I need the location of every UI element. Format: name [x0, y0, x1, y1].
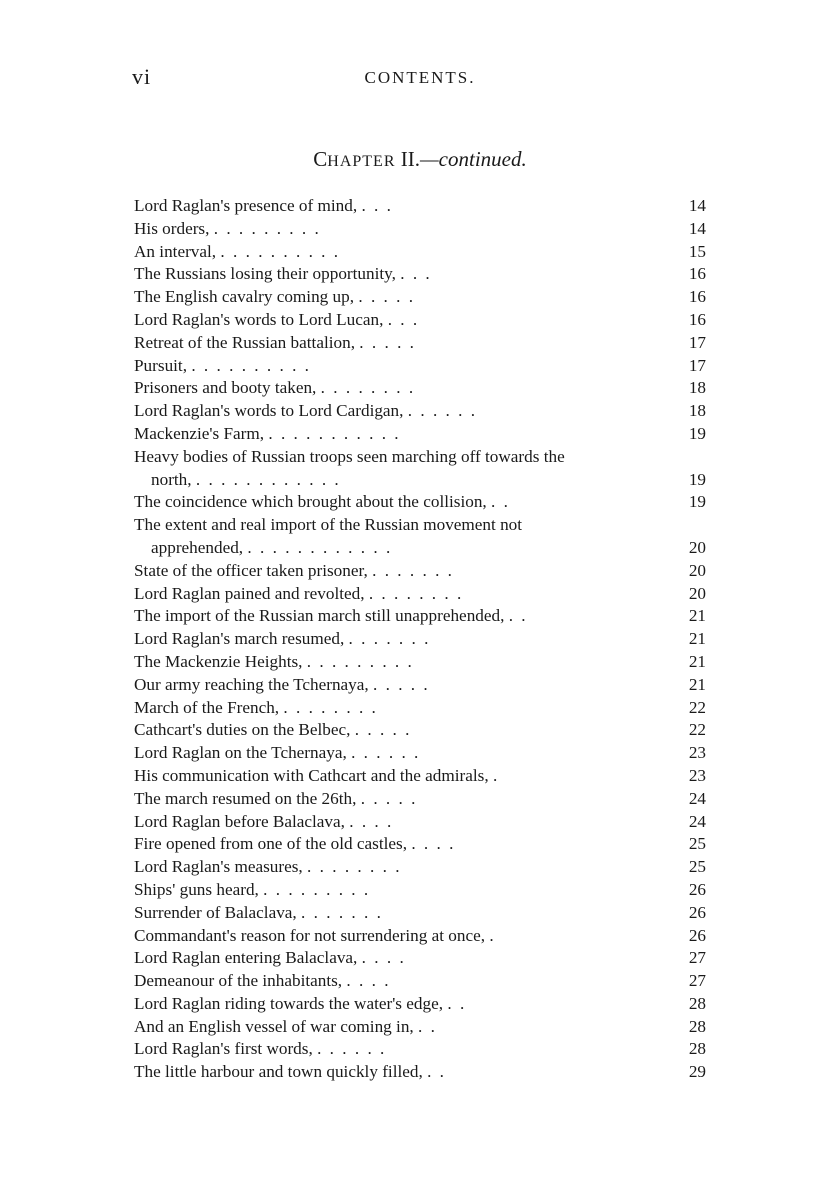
running-title: CONTENTS. — [364, 68, 476, 87]
entry-leader-dots: . . . . . . — [351, 743, 421, 763]
entry-page-number: 28 — [688, 1039, 706, 1059]
entry-leader-dots: . . . . . . . . . . . . — [247, 537, 393, 557]
entry-title — [134, 423, 401, 446]
contents-entry — [134, 879, 706, 902]
contents-entry — [134, 286, 706, 309]
entry-leader-dots: . . . — [400, 264, 432, 284]
entry-title-text: The coincidence which brought about the collision, — [134, 492, 487, 512]
entry-title — [134, 514, 522, 537]
entry-title — [134, 719, 411, 742]
entry-title-text: Pursuit, — [134, 355, 188, 375]
entry-title — [134, 400, 477, 423]
entry-page-number: 22 — [688, 697, 706, 717]
entry-leader-dots: . . . . . . . — [348, 629, 431, 649]
entry-page-number: 21 — [688, 651, 706, 671]
entry-title — [134, 583, 463, 606]
contents-entry — [134, 423, 706, 446]
entry-leader-dots: . . . . — [346, 971, 391, 991]
contents-entry — [134, 400, 706, 423]
entry-title-text: And an English vessel of war coming in, — [134, 1016, 414, 1036]
entry-leader-dots: . . . . . . . . . — [306, 651, 414, 671]
contents-entry — [134, 993, 706, 1016]
entry-title — [134, 218, 321, 241]
entry-leader-dots: . . . . — [349, 811, 394, 831]
entry-page-number: 24 — [688, 811, 706, 831]
contents-entry — [134, 332, 706, 355]
entry-leader-dots: . . . . . — [359, 332, 416, 352]
entry-leader-dots: . . . . . — [360, 788, 418, 808]
entry-title — [134, 674, 430, 697]
entry-title-text: The Mackenzie Heights, — [134, 651, 303, 671]
contents-entry — [134, 1016, 706, 1039]
entry-title — [134, 263, 432, 286]
entry-page-number: 25 — [688, 834, 706, 854]
entry-page-number: 19 — [688, 492, 706, 512]
entry-page-number: 24 — [688, 788, 706, 808]
entry-leader-dots: . . . . . . . . . . — [220, 241, 341, 261]
page-number: vi — [132, 64, 152, 89]
entry-leader-dots: . . . — [387, 309, 420, 329]
entry-page-number: 28 — [688, 993, 706, 1013]
entry-title-text: Heavy bodies of Russian troops seen marching off towards the — [134, 446, 565, 466]
contents-entry — [134, 355, 706, 378]
contents-entry — [134, 811, 706, 834]
entry-title — [134, 811, 393, 834]
entry-page-number: 21 — [688, 629, 706, 649]
entry-leader-dots: . . . . . . . . — [307, 857, 402, 877]
entry-title — [134, 1016, 437, 1039]
contents-entry — [134, 719, 706, 742]
entry-title — [134, 833, 455, 856]
contents-entry — [134, 856, 706, 879]
entry-leader-dots: . . — [508, 606, 528, 626]
entry-title-text: The English cavalry coming up, — [134, 287, 355, 307]
entry-title-text: An interval, — [134, 241, 217, 261]
entry-page-number: 17 — [688, 332, 706, 352]
entry-leader-dots: . . . . . . . . . . . — [268, 423, 401, 443]
entry-page-number: 23 — [688, 765, 706, 785]
entry-leader-dots: . . . . . . . — [301, 902, 383, 922]
entry-page-number: 26 — [688, 879, 706, 899]
chapter-word-initial: C — [313, 147, 328, 171]
entry-title-text: The import of the Russian march still unapprehended, — [134, 606, 505, 626]
contents-entry — [134, 628, 706, 651]
entry-title — [134, 651, 414, 674]
entry-title-text: The Russians losing their opportunity, — [134, 264, 396, 284]
entry-leader-dots: . . — [427, 1062, 446, 1082]
contents-entry — [134, 309, 706, 332]
entry-page-number: 15 — [688, 241, 706, 261]
entry-title — [134, 1038, 386, 1061]
entry-title — [134, 879, 370, 902]
entry-title-text: Lord Raglan's march resumed, — [134, 629, 345, 649]
entry-leader-dots: . . . . . . — [407, 401, 478, 421]
entry-page-number: 16 — [688, 309, 706, 329]
contents-entry — [134, 902, 706, 925]
entry-title-text: Cathcart's duties on the Belbec, — [134, 720, 351, 740]
entry-title-text: March of the French, — [134, 697, 280, 717]
contents-entry — [134, 925, 706, 948]
contents-entry — [134, 788, 706, 811]
entry-title-text: Surrender of Balaclava, — [134, 902, 297, 922]
contents-entry — [134, 765, 706, 788]
entry-title — [134, 195, 393, 218]
entry-title — [134, 742, 420, 765]
entry-title-text: Mackenzie's Farm, — [134, 423, 265, 443]
chapter-numeral: II. — [400, 147, 420, 171]
entry-title — [134, 947, 406, 970]
entry-leader-dots: . . — [491, 492, 510, 512]
entry-title — [134, 856, 401, 879]
entry-title — [134, 332, 416, 355]
entry-title — [134, 1061, 446, 1084]
entry-title-text: Lord Raglan entering Balaclava, — [134, 948, 358, 968]
entry-leader-dots: . . . . — [411, 834, 456, 854]
entry-leader-dots: . . . . . — [373, 674, 430, 694]
entry-title-text: Lord Raglan before Balaclava, — [134, 811, 345, 831]
chapter-heading — [0, 147, 840, 172]
contents-entry — [134, 446, 706, 469]
entry-title — [134, 491, 510, 514]
entry-title-text: The march resumed on the 26th, — [134, 788, 357, 808]
entry-leader-dots: . . . . . . . . . — [213, 218, 321, 238]
contents-entry — [134, 583, 706, 606]
entry-page-number: 20 — [688, 583, 706, 603]
entry-page-number: 18 — [688, 401, 706, 421]
entry-page-number: 22 — [688, 720, 706, 740]
entry-title-text: The extent and real import of the Russian movement not — [134, 515, 523, 535]
chapter-word-rest: HAPTER — [327, 153, 396, 170]
entry-leader-dots: . . . . . . . . — [368, 583, 464, 603]
entry-title — [134, 765, 499, 788]
entry-title — [134, 993, 466, 1016]
entry-page-number: 14 — [688, 196, 706, 215]
contents-entry — [134, 241, 706, 264]
entry-title-text: Fire opened from one of the old castles, — [134, 834, 408, 854]
entry-title-text: His communication with Cathcart and the admirals, — [134, 765, 489, 785]
entry-title-text: Lord Raglan's words to Lord Cardigan, — [134, 401, 404, 421]
entry-title — [134, 309, 419, 332]
contents-entry — [134, 833, 706, 856]
contents-entry — [134, 560, 706, 583]
entry-title-text: Lord Raglan's words to Lord Lucan, — [134, 309, 384, 329]
contents-entry — [134, 537, 706, 560]
entry-page-number: 26 — [688, 902, 706, 922]
entry-title-text: Retreat of the Russian battalion, — [134, 332, 355, 352]
entry-title-text: Lord Raglan's measures, — [134, 857, 303, 877]
entry-title-text: Prisoners and booty taken, — [134, 378, 317, 398]
entry-title — [134, 377, 415, 400]
entry-leader-dots: . . . . . . . . . . . . — [195, 469, 341, 489]
entry-title-text: The little harbour and town quickly filled, — [134, 1062, 423, 1082]
entry-leader-dots: . — [492, 765, 500, 785]
entry-page-number: 26 — [688, 925, 706, 945]
entry-title-text: Ships' guns heard, — [134, 879, 259, 899]
entry-page-number: 19 — [688, 469, 706, 489]
entry-title — [134, 628, 430, 651]
entry-leader-dots: . . . . — [361, 948, 406, 968]
entry-page-number: 29 — [688, 1062, 706, 1082]
contents-entry — [134, 651, 706, 674]
entry-title-text: Lord Raglan pained and revolted, — [134, 583, 365, 603]
entry-title — [134, 605, 528, 628]
entry-page-number: 27 — [688, 948, 706, 968]
entry-leader-dots: . . . . . . . — [372, 560, 454, 580]
chapter-continued: —continued. — [420, 147, 527, 171]
entry-page-number: 21 — [688, 674, 706, 694]
contents-list — [134, 195, 706, 1084]
entry-page-number: 16 — [688, 287, 706, 307]
contents-entry — [134, 947, 706, 970]
contents-entry — [134, 605, 706, 628]
entry-leader-dots: . . . . . . . . — [320, 378, 416, 398]
entry-page-number: 27 — [688, 971, 706, 991]
entry-title-text: Lord Raglan riding towards the water's edge, — [134, 993, 444, 1013]
contents-entry — [134, 491, 706, 514]
entry-page-number: 17 — [688, 355, 706, 375]
entry-title — [134, 925, 496, 948]
entry-page-number: 21 — [688, 606, 706, 626]
entry-leader-dots: . . — [447, 993, 467, 1013]
entry-title-text: apprehended, — [151, 537, 244, 557]
entry-leader-dots: . . . — [361, 196, 393, 215]
entry-leader-dots: . . . . . — [354, 720, 412, 740]
entry-page-number: 20 — [688, 537, 706, 557]
entry-leader-dots: . . . . . . . . . — [263, 879, 371, 899]
entry-title-text: Demeanour of the inhabitants, — [134, 971, 343, 991]
entry-title — [134, 286, 415, 309]
contents-entry — [134, 697, 706, 720]
contents-entry — [134, 742, 706, 765]
entry-title — [134, 446, 565, 469]
entry-title-text: His orders, — [134, 218, 210, 238]
contents-entry — [134, 218, 706, 241]
entry-leader-dots: . — [489, 925, 496, 945]
entry-title — [134, 788, 417, 811]
entry-title-text: Lord Raglan's first words, — [134, 1039, 313, 1059]
entry-title — [134, 241, 340, 264]
entry-leader-dots: . . . . . — [358, 287, 416, 307]
entry-page-number: 18 — [688, 378, 706, 398]
entry-page-number: 23 — [688, 743, 706, 763]
entry-page-number: 28 — [688, 1016, 706, 1036]
contents-entry — [134, 195, 706, 218]
contents-entry — [134, 263, 706, 286]
entry-page-number: 20 — [688, 560, 706, 580]
entry-title — [134, 355, 311, 378]
contents-entry — [134, 514, 706, 537]
entry-title-text: north, — [151, 469, 192, 489]
entry-page-number: 14 — [688, 218, 706, 238]
entry-title — [134, 902, 383, 925]
entry-title-text: State of the officer taken prisoner, — [134, 560, 368, 580]
contents-entry — [134, 674, 706, 697]
entry-title-text: Our army reaching the Tchernaya, — [134, 674, 369, 694]
entry-page-number: 19 — [688, 423, 706, 443]
entry-leader-dots: . . . . . . . . . . — [191, 355, 311, 375]
entry-title-text: Commandant's reason for not surrendering at once, — [134, 925, 486, 945]
entry-title — [134, 697, 378, 720]
contents-entry — [134, 1061, 706, 1084]
entry-title — [151, 537, 392, 560]
entry-leader-dots: . . . . . . — [317, 1039, 387, 1059]
entry-title — [134, 560, 454, 583]
entry-title-text: Lord Raglan on the Tchernaya, — [134, 743, 347, 763]
contents-entry — [134, 377, 706, 400]
entry-title-text: Lord Raglan's presence of mind, — [134, 196, 358, 215]
entry-leader-dots: . . . . . . . . — [283, 697, 378, 717]
contents-entry — [134, 1038, 706, 1061]
contents-entry — [134, 970, 706, 993]
entry-page-number: 25 — [688, 857, 706, 877]
contents-entry — [134, 469, 706, 492]
entry-title — [134, 970, 390, 993]
entry-page-number: 16 — [688, 264, 706, 284]
entry-leader-dots: . . — [418, 1016, 437, 1036]
entry-title — [151, 469, 341, 492]
